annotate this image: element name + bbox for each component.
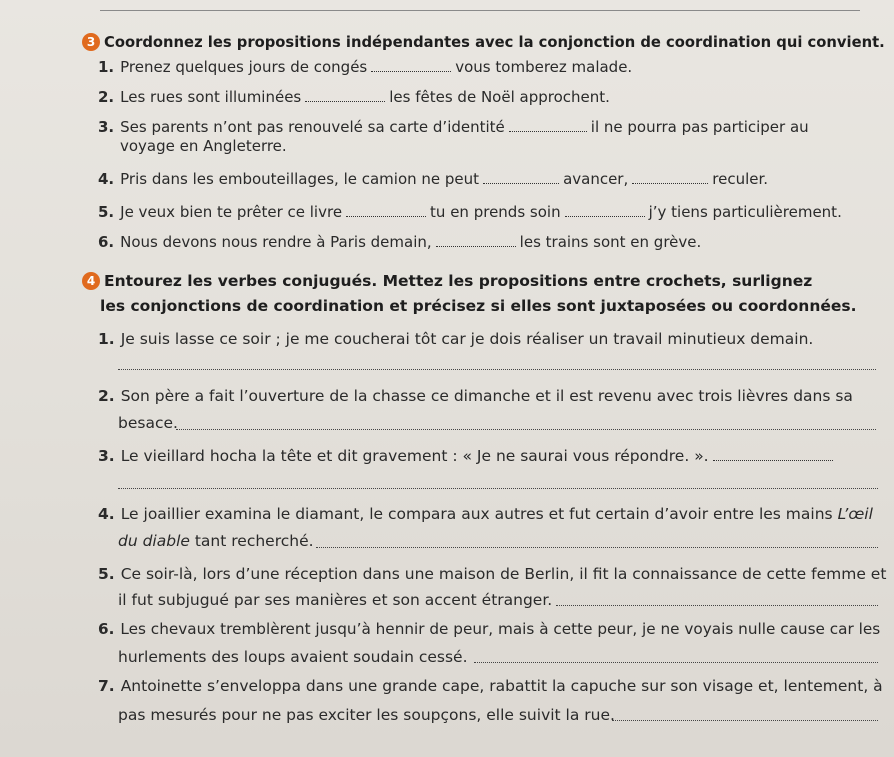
exercise-3-badge: 3 <box>82 33 100 51</box>
ex3-item-3: 3. Ses parents n’ont pas renouvelé sa carte d’identité il ne pourra pas participer au <box>98 118 809 136</box>
answer-blank[interactable] <box>483 171 559 184</box>
answer-line[interactable] <box>118 488 878 489</box>
exercise-3-title: Coordonnez les propositions indépendantes avec la conjonction de coordination qui convient. <box>104 34 885 51</box>
ex4-item-2: 2. Son père a fait l’ouverture de la chasse ce dimanche et il est revenu avec trois lièvres dans sa <box>98 387 853 405</box>
answer-blank[interactable] <box>713 448 833 461</box>
ex4-item-4-cont: du diable tant recherché. <box>118 532 314 550</box>
ex4-item-2-cont: besace. <box>118 414 178 432</box>
answer-blank[interactable] <box>509 119 587 132</box>
ex4-item-5: 5. Ce soir-là, lors d’une réception dans une maison de Berlin, il fit la connaissance de cette femme et <box>98 565 887 583</box>
answer-blank[interactable] <box>632 171 708 184</box>
ex3-item-3-cont: voyage en Angleterre. <box>120 137 287 155</box>
ex4-item-6-cont: hurlements des loups avaient soudain cessé. <box>118 648 468 666</box>
ex4-item-3: 3. Le vieillard hocha la tête et dit gravement : « Je ne saurai vous répondre. ». <box>98 447 837 465</box>
answer-blank[interactable] <box>565 204 645 217</box>
exercise-4-badge: 4 <box>82 272 100 290</box>
answer-blank[interactable] <box>371 59 451 72</box>
answer-line[interactable] <box>474 662 878 663</box>
ex3-item-2: 2. Les rues sont illuminées les fêtes de Noël approchent. <box>98 88 610 106</box>
ex4-item-1: 1. Je suis lasse ce soir ; je me coucherai tôt car je dois réaliser un travail minutieux demain. <box>98 330 814 348</box>
answer-line[interactable] <box>176 429 876 430</box>
ex4-item-7-cont: pas mesurés pour ne pas exciter les soupçons, elle suivit la rue. <box>118 706 615 724</box>
ex4-item-5-cont: il fut subjugué par ses manières et son accent étranger. <box>118 591 553 609</box>
ex4-item-6: 6. Les chevaux tremblèrent jusqu’à hennir de peur, mais à cette peur, je ne voyais nulle cause car les <box>98 620 881 638</box>
answer-blank[interactable] <box>346 204 426 217</box>
exercise-4-title-line1: Entourez les verbes conjugués. Mettez les propositions entre crochets, surlignez <box>104 272 813 290</box>
exercise-4-title-line2: les conjonctions de coordination et précisez si elles sont juxtaposées ou coordonnées. <box>100 297 857 315</box>
answer-line[interactable] <box>556 605 878 606</box>
answer-blank[interactable] <box>305 89 385 102</box>
ex4-item-4: 4. Le joaillier examina le diamant, le compara aux autres et fut certain d’avoir entre les mains L’œil <box>98 505 873 523</box>
ex3-item-6: 6. Nous devons nous rendre à Paris demain, les trains sont en grève. <box>98 233 702 251</box>
answer-line[interactable] <box>612 720 878 721</box>
ex3-item-1: 1. Prenez quelques jours de congés vous tomberez malade. <box>98 58 633 76</box>
ex3-item-4: 4. Pris dans les embouteillages, le camion ne peut avancer, reculer. <box>98 170 769 188</box>
ex3-item-5: 5. Je veux bien te prêter ce livre tu en prends soin j’y tiens particulièrement. <box>98 203 842 221</box>
top-rule <box>100 10 860 11</box>
answer-blank[interactable] <box>436 234 516 247</box>
answer-line[interactable] <box>316 547 878 548</box>
exercise-4-heading <box>82 272 812 290</box>
answer-line[interactable] <box>118 369 876 370</box>
ex4-item-7: 7. Antoinette s’enveloppa dans une grande cape, rabattit la capuche sur son visage et, lentement, à <box>98 677 883 695</box>
exercise-3-heading <box>82 33 885 51</box>
